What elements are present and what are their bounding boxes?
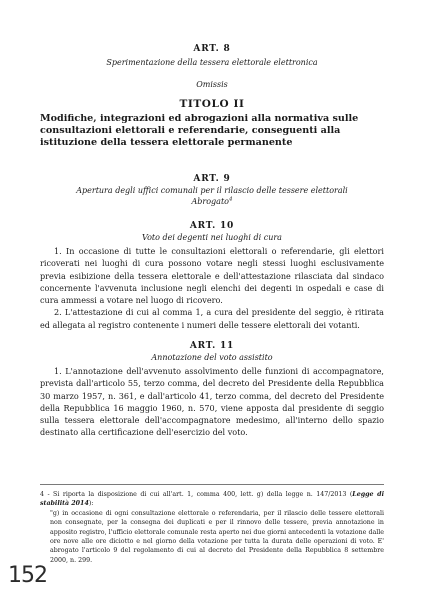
art-10-subtitle: Voto dei degenti nei luoghi di cura bbox=[142, 233, 282, 242]
footnote-4 bbox=[40, 490, 384, 565]
footnote-law-name: Legge di stabilità 2014 bbox=[40, 491, 384, 508]
document-page bbox=[8, 0, 384, 598]
footnote-4-intro bbox=[40, 490, 384, 509]
page-number: 152 bbox=[8, 563, 47, 588]
art-8-section bbox=[40, 44, 384, 90]
art-10-paragraph-2: 2. L'attestazione di cui al comma 1, a cura del presidente del seggio, è ritirata ed allegata al registro contenente i numeri delle tessere elettorali dei votanti. bbox=[40, 307, 384, 330]
footnote-divider bbox=[40, 484, 384, 485]
art-9-section bbox=[40, 174, 384, 207]
art-8-label: ART. 8 bbox=[193, 44, 231, 54]
titolo-2-section bbox=[40, 98, 384, 149]
omissis: Omissis bbox=[196, 80, 228, 89]
art-9-abrogato bbox=[40, 197, 384, 207]
art-9-label: ART. 9 bbox=[193, 174, 231, 184]
art-8-subtitle: Sperimentazione della tessera elettorale elettronica bbox=[106, 58, 318, 67]
art-11-section bbox=[40, 341, 384, 439]
art-10-label: ART. 10 bbox=[189, 221, 235, 231]
footnote-4-quote: "g) in occasione di ogni consultazione elettorale o referendaria, per il rilascio delle tessere elettorali non consegnate, per la consegna dei duplicati e per il rinnovo delle tessere, previa annotazione in apposito registro, l'ufficio elettorale comunale resta aperto nei due giorni antecedenti la votazione dalle ore nove alle ore diciotto e nel giorno della votazione per tutta la durata delle operazioni di voto. E' abrogato l'articolo 9 del regolamento di cui al decreto del Presidente della Repubblica 8 settembre 2000, n. 299. bbox=[50, 509, 384, 564]
titolo-2-heading: Modifiche, integrazioni ed abrogazioni alla normativa sulle consultazioni elettorali e referendarie, conseguenti alla istituzione della tessera elettorale permanente bbox=[40, 113, 359, 148]
footnote-intro-end: ): bbox=[88, 500, 94, 508]
footnote-ref-4[interactable]: 4 bbox=[228, 196, 233, 203]
art-11-label: ART. 11 bbox=[189, 341, 235, 351]
art-10-section bbox=[40, 221, 384, 331]
abrogato-text: Abrogato bbox=[191, 197, 229, 206]
art-11-subtitle: Annotazione del voto assistito bbox=[151, 353, 273, 362]
titolo-2-label: TITOLO II bbox=[179, 98, 245, 110]
art-9-subtitle: Apertura degli uffici comunali per il rilascio delle tessere elettorali bbox=[76, 186, 348, 195]
art-10-paragraph-1: 1. In occasione di tutte le consultazioni elettorali o referendarie, gli elettori ricoverati nei luoghi di cura possono votare negli stessi luoghi esclusivamente previa esibizione della tessera elettorale e dell'attestazione rilasciata dal sindaco concernente l'avvenuta inclusione negli elenchi dei degenti in ospedali e case di cura ammessi a votare nel luogo di ricovero. bbox=[40, 246, 384, 306]
footnote-intro-text: Si riporta la disposizione di cui all'art. 1, comma 400, lett. g) della legge n. 147/2013 ( bbox=[53, 491, 353, 498]
art-11-paragraph-1: 1. L'annotazione dell'avvenuto assolvimento delle funzioni di accompagnatore, prevista dall'articolo 55, terzo comma, del decreto del Presidente della Repubblica 30 marzo 1957, n. 361, e dall'articolo 41, terzo comma, del decreto del Presidente della Repubblica 16 maggio 1960, n. 570, viene apposta dal presidente di seggio sulla tessera elettorale dell'accompagnatore medesimo, all'interno dello spazio destinato alla certificazione dell'esercizio del voto. bbox=[40, 366, 384, 438]
footnote-number: 4 - bbox=[40, 491, 50, 498]
